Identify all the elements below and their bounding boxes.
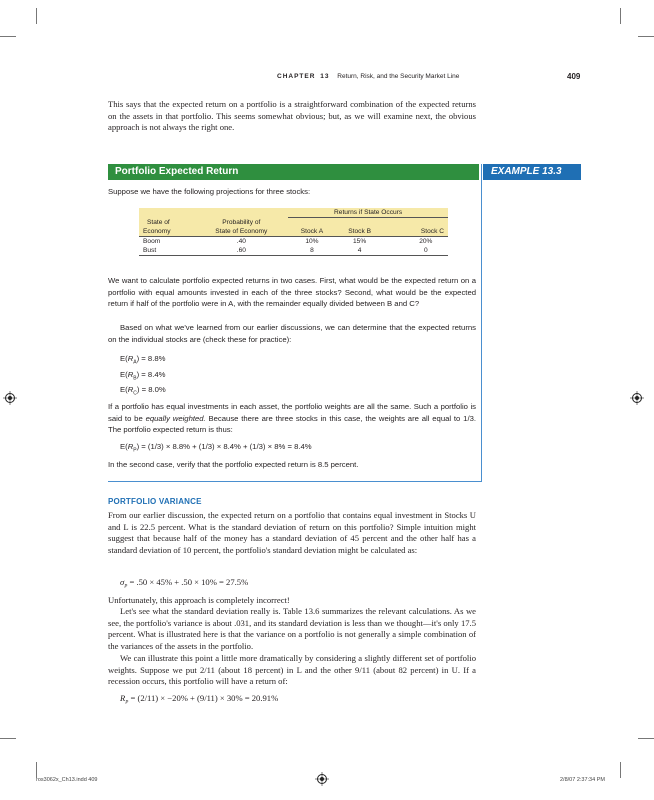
example-lead: Suppose we have the following projections for three stocks: (108, 187, 311, 196)
returns-table (139, 208, 448, 256)
example-para-3 (108, 401, 476, 436)
text: Because there are three stocks in this case, the weights are all equal to (205, 413, 464, 423)
table-header-stock-c: Stock C (384, 227, 448, 237)
variance-para-3: Let's see what the standard deviation really is. Table 13.6 summarizes the relevant calculations. As we see, the portfolio's variance is about .031, and its standard deviation is less than we thought—it's only 17.5 percent. What is illustrated here is that the variance on a portfolio is not generally a simple combination of the variances of the assets in the portfolio. (108, 606, 476, 651)
crop-mark (0, 36, 16, 37)
subscript: A (133, 359, 137, 366)
emphasis: equally weighted. (145, 413, 206, 423)
table-header-prob-2: State of Economy (194, 227, 288, 237)
table-cell: 8 (310, 247, 314, 254)
section-heading: PORTFOLIO VARIANCE (108, 497, 202, 506)
example-label: EXAMPLE 13.3 (483, 164, 581, 180)
chapter-number: 13 (320, 73, 330, 80)
intro-paragraph: This says that the expected return on a portfolio is a straightforward combination of the expected returns on the assets in that portfolio. This seems somewhat obvious; but, as we will examine next, the obvious approach is not always the right one. (108, 99, 476, 133)
rp-equation: $R_P = (2/11) \times -20\% + (9/11) \times 30\% = 20.91\%$ (120, 693, 279, 706)
expected-return-b: $E(R_B) = 8.4\%$ (120, 369, 166, 382)
expected-return-c: $E(R_C) = 8.0\%$ (120, 385, 166, 397)
equation-text: .50 × 45% + .50 × 10% = 27.5% (136, 577, 249, 587)
table-row (139, 246, 448, 256)
chapter-label: CHAPTER (277, 73, 316, 80)
table-cell: .60 (236, 247, 246, 254)
value: 8.8% (147, 354, 166, 363)
table-header-stock-a: Stock A (288, 227, 335, 237)
table-header-stock-b: Stock B (336, 227, 384, 237)
text: . The portfolio expected return is thus: (108, 413, 476, 435)
example-para-2: Based on what we've learned from our earlier discussions, we can determine that the expected returns on the individual stocks are (check these for practice): (108, 323, 476, 344)
crop-mark (620, 762, 621, 778)
expected-return-a: $E(R_A) = 8.8\%$ (120, 354, 166, 366)
portfolio-equation: $E(R_P) = (1/3) \times 8.8\% + (1/3) \times 8.4\% + (1/3) \times 8\% = 8.4\%$ (120, 442, 312, 454)
value: 8.4% (147, 369, 166, 379)
crop-mark (638, 36, 654, 37)
example-box-rule (481, 164, 482, 482)
text: If a portfolio has equal investments in each asset, the portfolio weights are all the same. Such a portfolio is said to be (108, 402, 476, 423)
expected-return-list (120, 353, 166, 400)
running-head (277, 73, 459, 80)
table-cell: 4 (357, 247, 362, 254)
crop-mark (620, 8, 621, 24)
value: 8.0% (148, 385, 166, 395)
footer-file: ros3062x_Ch13.indd 409 (36, 777, 98, 783)
page-number: 409 (567, 72, 581, 81)
table-cell: Bust (143, 247, 157, 254)
table-cell: 10% (305, 238, 319, 245)
example-para-1: We want to calculate portfolio expected returns in two cases. First, what would be the expected return on a portfolio with equal amounts invested in each of the three stocks? Second, what would be the expected return if half of the portfolio were in A, with the remainder equally divided between B and C? (108, 276, 476, 309)
fraction: 1/3 (463, 413, 474, 423)
table-cell: 20% (419, 238, 433, 245)
example-para-4: In the second case, verify that the portfolio expected return is 8.5 percent. (108, 460, 359, 469)
registration-mark-icon (315, 772, 329, 786)
table-header-state (139, 208, 194, 218)
variance-para-1: From our earlier discussion, the expected return on a portfolio that contains equal investment in Stocks U and L is 22.5 percent. What is the standard deviation of return on this portfolio? Simple intuition might suggest that because half of the money has a standard deviation of 45 percent and the other half has a standard deviation of 10 percent, the portfolio's standard deviation might be calculated as: (108, 510, 476, 555)
crop-mark (638, 738, 654, 739)
table-header-prob-1: Probability of (194, 218, 288, 228)
subscript: B (133, 375, 137, 382)
footer-timestamp: 2/8/07 2:37:34 PM (560, 777, 605, 783)
table-cell: 15% (353, 238, 367, 245)
sigma-equation: $\sigma_P = .50 \times 45\% + .50 \times 10\% = 27.5\%$ (120, 577, 249, 590)
table-cell: .40 (236, 238, 246, 245)
variance-para-4: We can illustrate this point a little more dramatically by considering a slightly different set of portfolio weights. Suppose we put 2/11 (about 18 percent) in L and the other 9/11 (about 82 percent) in U. If a recession occurs, this portfolio will have a return of: (108, 653, 476, 687)
subscript: C (133, 390, 137, 397)
variance-para-2: Unfortunately, this approach is completely incorrect! (108, 595, 290, 605)
table-cell: Boom (143, 238, 161, 245)
equation-text: (2/11) × −20% + (9/11) × 30% = 20.91% (137, 693, 279, 703)
chapter-title: Return, Risk, and the Security Market Line (337, 73, 460, 80)
crop-mark (0, 738, 16, 739)
table-row (139, 237, 448, 247)
table-group-header: Returns if State Occurs (288, 208, 448, 218)
table-header-state-2: Economy (139, 227, 194, 237)
crop-mark (36, 8, 37, 24)
equation-text: (1/3) × 8.8% + (1/3) × 8.4% + (1/3) × 8% = 8.4% (147, 442, 312, 451)
table-header-state-1: State of (139, 218, 194, 228)
registration-mark-icon (3, 391, 17, 405)
table-cell: 0 (423, 247, 428, 254)
table-header-prob (194, 208, 288, 218)
example-title: Portfolio Expected Return (108, 164, 479, 180)
registration-mark-icon (630, 391, 644, 405)
example-box-rule (108, 481, 482, 482)
crop-mark (36, 762, 37, 778)
